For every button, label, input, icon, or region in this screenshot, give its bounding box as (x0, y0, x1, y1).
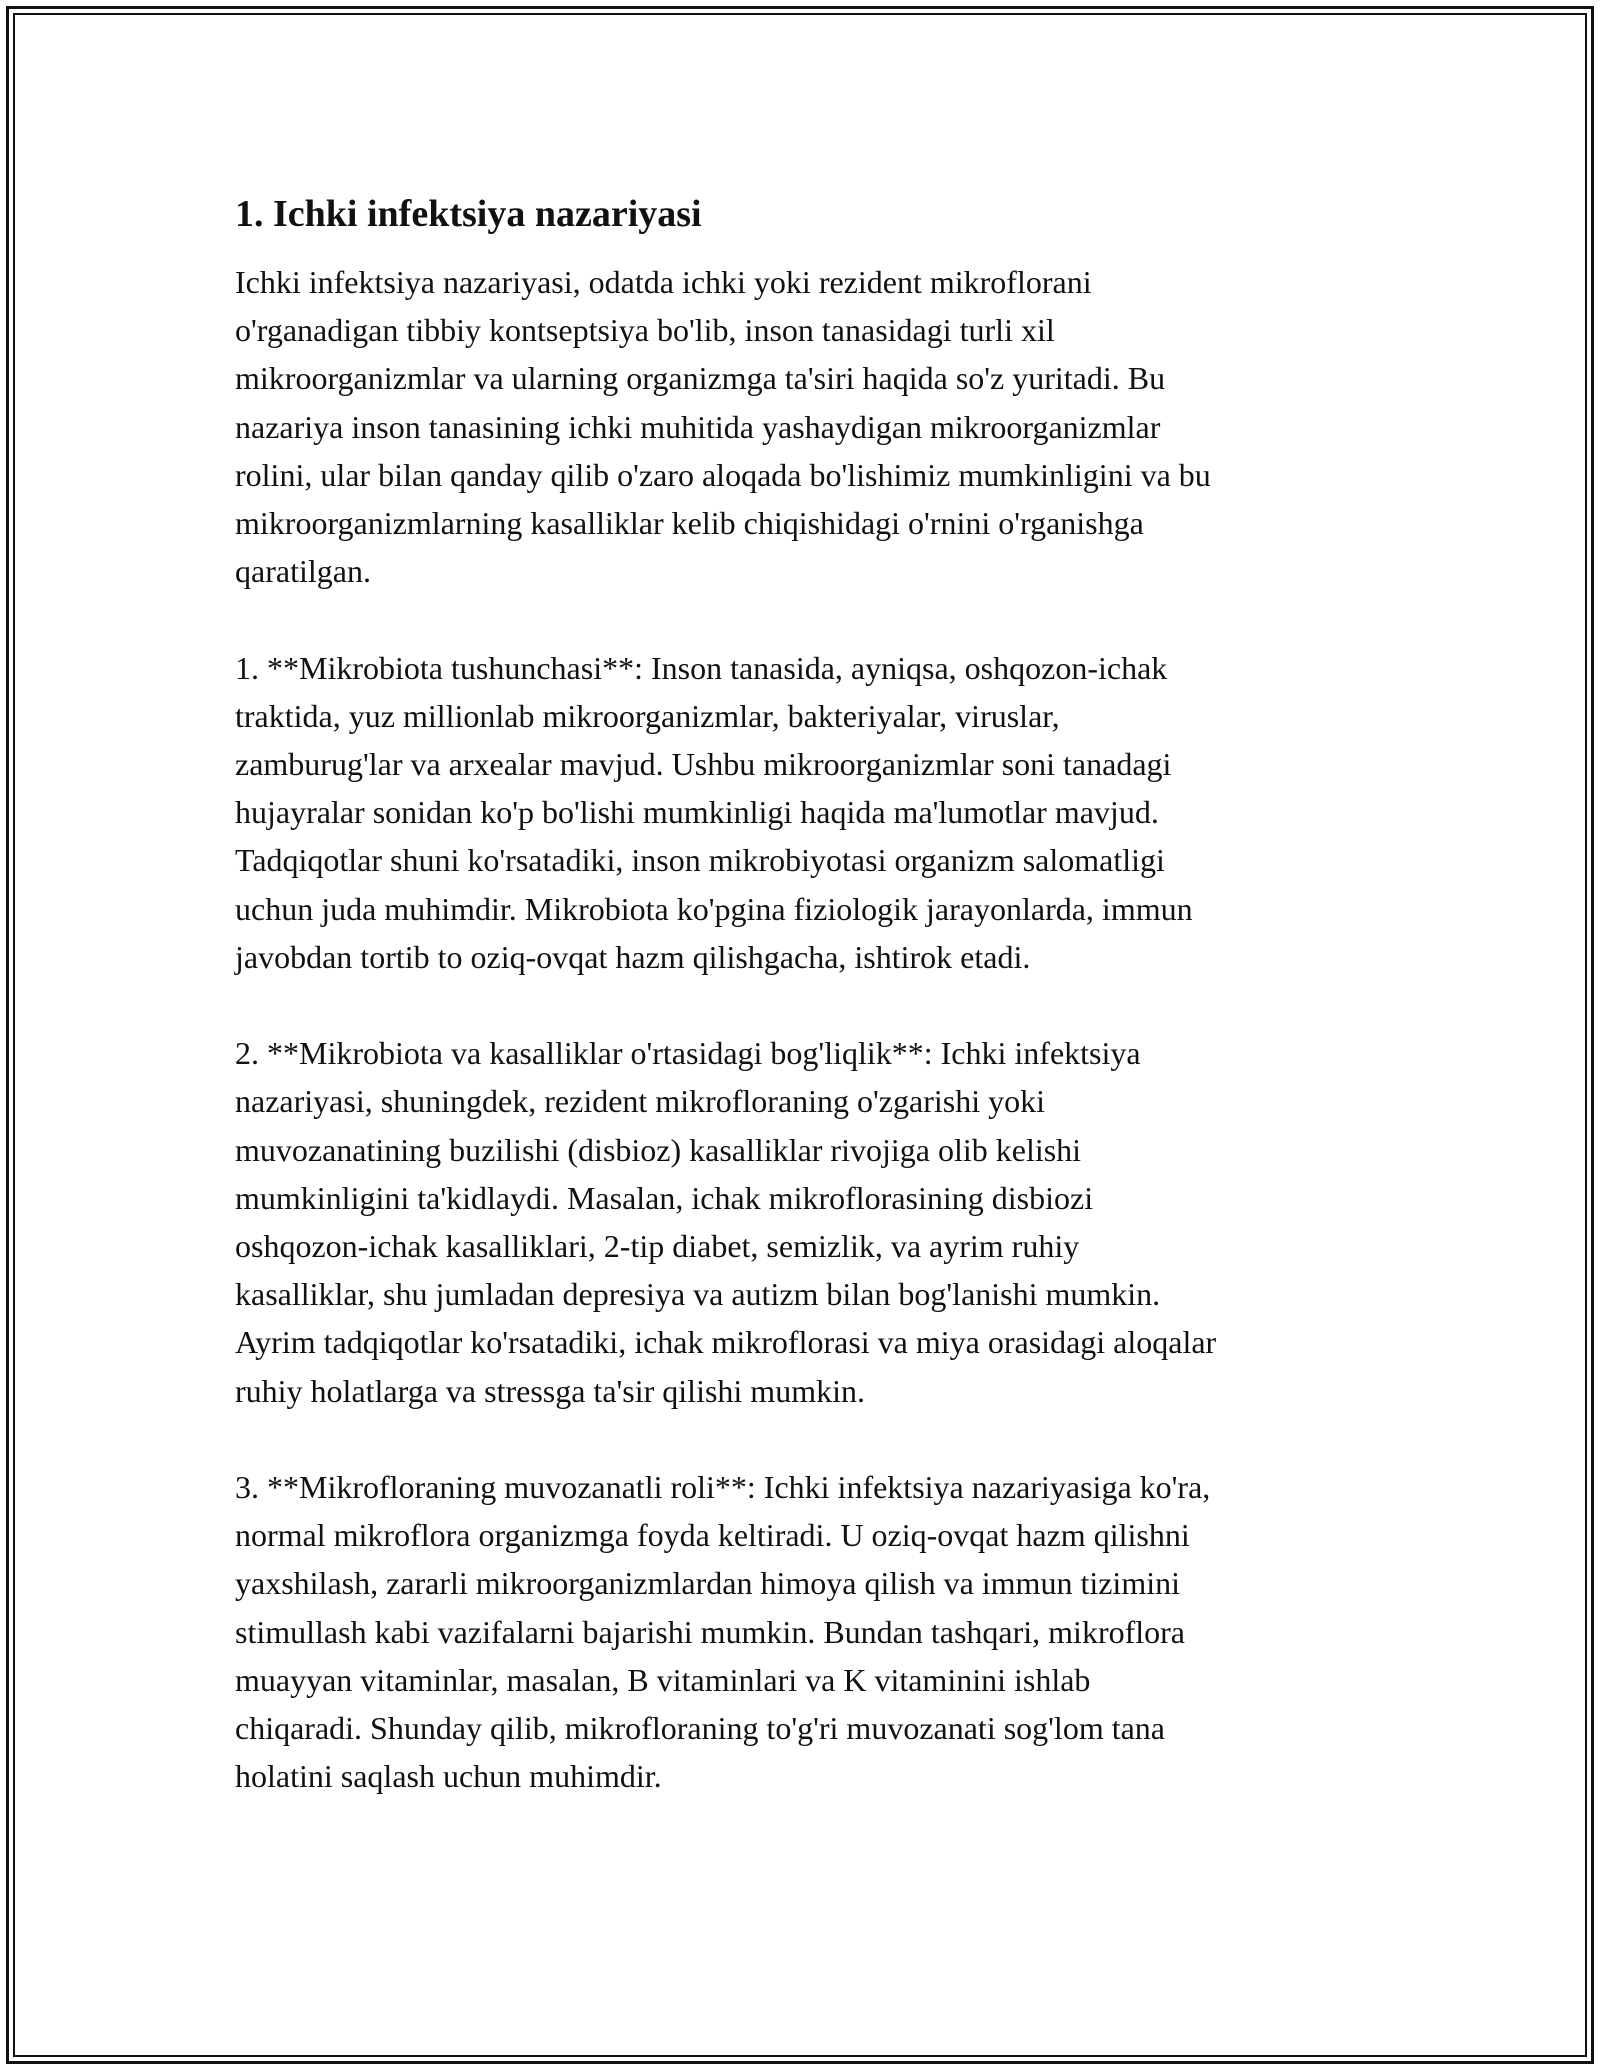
paragraph-line: normal mikroflora organizmga foyda keltiradi. U oziq-ovqat hazm qilishni (235, 1517, 1190, 1554)
paragraph-line: muayyan vitaminlar, masalan, B vitaminlari va K vitaminini ishlab (235, 1661, 1091, 1698)
paragraph-line: zamburug'lar va arxealar mavjud. Ushbu mikroorganizmlar soni tanadagi (235, 746, 1172, 783)
paragraph-line: stimullash kabi vazifalarni bajarishi mumkin. Bundan tashqari, mikroflora (235, 1613, 1185, 1650)
paragraph-line: rolini, ular bilan qanday qilib o'zaro aloqada bo'lishimiz mumkinligini va bu (235, 456, 1211, 493)
paragraph-line: Ayrim tadqiqotlar ko'rsatadiki, ichak mikroflorasi va miya orasidagi aloqalar (235, 1324, 1217, 1361)
paragraph-3 (235, 1029, 1370, 1415)
paragraph-line: 1. **Mikrobiota tushunchasi**: Inson tanasida, ayniqsa, oshqozon-ichak (235, 649, 1168, 686)
paragraph-line: ruhiy holatlarga va stressga ta'sir qilishi mumkin. (235, 1372, 865, 1409)
paragraph-line: qaratilgan. (235, 553, 371, 590)
paragraph-line: nazariyasi, shuningdek, rezident mikrofloraning o'zgarishi yoki (235, 1083, 1045, 1120)
paragraph-line: mumkinligini ta'kidlaydi. Masalan, ichak mikroflorasining disbiozi (235, 1179, 1094, 1216)
paragraph-line: javobdan tortib to oziq-ovqat hazm qilishgacha, ishtirok etadi. (235, 938, 1031, 975)
paragraph-line: nazariya inson tanasining ichki muhitida yashaydigan mikroorganizmlar (235, 408, 1161, 445)
paragraph-line: 3. **Mikrofloraning muvozanatli roli**: Ichki infektsiya nazariyasiga ko'ra, (235, 1469, 1211, 1506)
paragraph-line: o'rganadigan tibbiy kontseptsiya bo'lib, inson tanasidagi turli xil (235, 312, 1055, 349)
paragraph-line: traktida, yuz millionlab mikroorganizmlar, bakteriyalar, viruslar, (235, 697, 1060, 734)
paragraph-line: hujayralar sonidan ko'p bo'lishi mumkinligi haqida ma'lumotlar mavjud. (235, 794, 1159, 831)
paragraph-line: chiqaradi. Shunday qilib, mikrofloraning to'g'ri muvozanati sog'lom tana (235, 1710, 1165, 1747)
paragraph-1 (235, 258, 1370, 595)
paragraph-2 (235, 644, 1370, 981)
paragraph-line: yaxshilash, zararli mikroorganizmlardan himoya qilish va immun tizimini (235, 1565, 1180, 1602)
paragraph-line: holatini saqlash uchun muhimdir. (235, 1758, 662, 1795)
paragraph-line: muvozanatining buzilishi (disbioz) kasalliklar rivojiga olib kelishi (235, 1131, 1082, 1168)
paragraph-line: oshqozon-ichak kasalliklari, 2-tip diabet, semizlik, va ayrim ruhiy (235, 1228, 1080, 1265)
paragraph-line: mikroorganizmlarning kasalliklar kelib chiqishidagi o'rnini o'rganishga (235, 505, 1144, 542)
paragraph-line: kasalliklar, shu jumladan depresiya va autizm bilan bog'lanishi mumkin. (235, 1276, 1161, 1313)
paragraph-line: Tadqiqotlar shuni ko'rsatadiki, inson mikrobiyotasi organizm salomatligi (235, 842, 1165, 879)
paragraph-line: Ichki infektsiya nazariyasi, odatda ichki yoki rezident mikroflorani (235, 264, 1092, 300)
document-title: 1. Ichki infektsiya nazariyasi (235, 193, 702, 235)
paragraph-4 (235, 1463, 1370, 1800)
paragraph-line: mikroorganizmlar va ularning organizmga ta'siri haqida so'z yuritadi. Bu (235, 360, 1166, 397)
paragraph-list (235, 258, 1370, 1800)
paragraph-line: uchun juda muhimdir. Mikrobiota ko'pgina fiziologik jarayonlarda, immun (235, 890, 1193, 927)
document-body (235, 185, 1370, 1849)
paragraph-line: 2. **Mikrobiota va kasalliklar o'rtasidagi bog'liqlik**: Ichki infektsiya (235, 1035, 1141, 1072)
